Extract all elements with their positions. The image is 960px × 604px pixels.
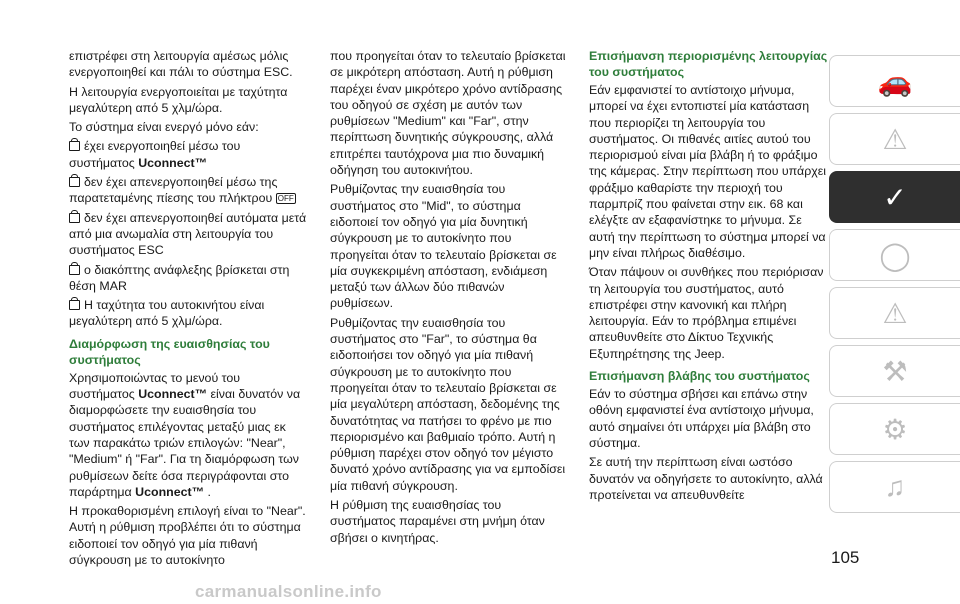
paragraph: Η λειτουργία ενεργοποιείται με ταχύτητα μεγαλύτερη από 5 χλμ/ώρα. bbox=[69, 84, 288, 115]
paragraph: Εάν το σύστημα σβήσει και επάνω στην οθόνη εμφανιστεί ένα αντίστοιχο μήνυμα, αυτό σημαίνει ότι υπάρχει μία βλάβη στο σύστημα. bbox=[589, 387, 814, 450]
tab-warning-lights[interactable] bbox=[829, 113, 960, 165]
bullet-icon bbox=[69, 300, 80, 310]
specs-icon: ⚙ bbox=[882, 413, 908, 445]
media-icon: ♫ bbox=[884, 471, 906, 502]
section-heading: Επισήμανση βλάβης του συστήματος bbox=[589, 369, 810, 384]
paragraph: Εάν εμφανιστεί το αντίστοιχο μήνυμα, μπορεί να έχει εντοπιστεί μία κατάσταση που περιορίζει τη λειτουργία του συστήματος. Οι πιθανές αιτίες αυτού του περιορισμού είναι μία βλάβη ή το φράξιμο της κάμερας. Στην περίπτωση που υπάρχει φράξιμο καθαρίστε την περιοχή του παρμπρίζ που φαίνεται στην εικ. 68 και ελέγξτε αν εξαφανίστηκε το μήνυμα. Σε αυτή την περίπτωση το σύστημα μπορεί να μην είναι πλήρως διαθέσιμο. bbox=[589, 83, 827, 260]
car-info-icon: 🚗 bbox=[877, 65, 913, 97]
bullet-icon bbox=[69, 177, 80, 187]
wrench-icon: ⚒ bbox=[882, 355, 908, 387]
tab-specs[interactable] bbox=[829, 403, 960, 455]
paragraph: Η προκαθορισμένη επιλογή είναι το "Near". Αυτή η ρύθμιση προβλέπει ότι το σύστημα ειδοποιεί τον οδηγό για μία πιθανή σύγκρουση με το αυτοκίνητο bbox=[69, 504, 306, 568]
paragraph: Το σύστημα είναι ενεργό μόνο εάν: bbox=[69, 120, 259, 135]
parking-off-icon: OFF bbox=[277, 194, 294, 204]
bullet-item: Η ταχύτητα του αυτοκινήτου είναι μεγαλύτερη από 5 χλμ/ώρα. bbox=[69, 298, 265, 329]
paragraph: Όταν πάψουν οι συνθήκες που περιόρισαν τη λειτουργία του συστήματος, αυτό επιστρέφει στην κανονική και πλήρη λειτουργία. Εάν το πρόβλημα επιμένει απευθυνθείτε στο Δίκτυο Τεχνικής Εξυπηρέτησης της Jeep. bbox=[589, 265, 824, 361]
tab-driving[interactable] bbox=[829, 229, 960, 281]
paragraph: επιστρέφει στη λειτουργία αμέσως μόλις ενεργοποιηθεί και πάλι το σύστημα ESC. bbox=[69, 49, 293, 80]
safety-icon: ✓ bbox=[883, 181, 907, 213]
steering-wheel-icon: ◯ bbox=[879, 239, 911, 271]
section-heading: Επισήμανση περιορισμένης λειτουργίας του συστήματος bbox=[589, 49, 828, 79]
page-number: 105 bbox=[831, 548, 860, 567]
tab-emergency[interactable] bbox=[829, 287, 960, 339]
text-column-2 bbox=[330, 48, 570, 549]
watermark: carmanualsonline.info bbox=[195, 582, 382, 601]
bullet-item: ο διακόπτης ανάφλεξης βρίσκεται στη θέση MAR bbox=[69, 262, 290, 293]
bullet-item: δεν έχει απενεργοποιηθεί μέσω της παρατεταμένης πίεσης του πλήκτρου OFF bbox=[69, 175, 294, 206]
paragraph: Ρυθμίζοντας την ευαισθησία του συστήματος στο "Far", το σύστημα θα ειδοποιήσει τον οδηγό για μία πιθανή σύγκρουση με το αυτοκίνητο που προηγείται όταν το τελευταίο βρίσκεται σε μία μεγαλύτερη απόσταση, δεδομένης της δυνατότητας να πατήσει το φρένο με πιο περιορισμένο και βαθμιαίο τρόπο. Αυτή η ρύθμιση παρέχει στον οδηγό τον μέγιστο δυνατό χρόνο αντίδρασης για να εμποδίσει μία πιθανή σύγκρουση. bbox=[330, 315, 566, 493]
chapter-tabs bbox=[829, 55, 960, 519]
tab-car-info[interactable] bbox=[829, 55, 960, 107]
text-column-1 bbox=[69, 48, 309, 571]
warning-light-icon: ⚠ bbox=[882, 123, 908, 155]
text-column-3 bbox=[589, 48, 829, 506]
paragraph: Ρυθμίζοντας την ευαισθησία του συστήματος στο "Mid", το σύστημα ειδοποιεί τον οδηγό για μία δυνητική σύγκρουση με το αυτοκίνητο που προηγείται όταν το τελευταίο βρίσκεται σε μία συγκεκριμένη απόσταση, ενδιάμεση μεταξύ των άλλων δύο πιθανών ρυθμίσεων. bbox=[330, 182, 557, 311]
emergency-icon: ⚠ bbox=[882, 297, 908, 329]
paragraph: που προηγείται όταν το τελευταίο βρίσκεται σε μικρότερη απόσταση. Αυτή η ρύθμιση παρέχει έναν μικρότερο χρόνο αντίδρασης του οδηγού σε σχέση με αυτόν των ρυθμίσεων "Medium" και "Far", στην περίπτωση δυνητικής σύγκρουσης, αλλά επιτρέπει ταυτόχρονα μια πιο δυναμική οδήγηση του αυτοκινήτου. bbox=[330, 49, 566, 178]
paragraph: Η ρύθμιση της ευαισθησίας του συστήματος παραμένει στη μνήμη όταν σβήσει ο κινητήρας. bbox=[330, 498, 545, 545]
paragraph: Σε αυτή την περίπτωση είναι ωστόσο δυνατόν να οδηγήσετε το αυτοκίνητο, αλλά προτείνεται να απευθυνθείτε bbox=[589, 455, 823, 502]
bullet-item: δεν έχει απενεργοποιηθεί αυτόματα μετά από μια ανωμαλία στη λειτουργία του συστήματος ESC bbox=[69, 210, 307, 258]
bullet-icon bbox=[69, 265, 80, 275]
section-heading: Διαμόρφωση της ευαισθησίας του συστήματος bbox=[69, 336, 270, 367]
bullet-icon bbox=[69, 141, 80, 151]
bullet-item: έχει ενεργοποιηθεί μέσω του συστήματος Uconnect™ bbox=[69, 139, 241, 170]
tab-safety[interactable] bbox=[829, 171, 960, 223]
paragraph: Χρησιμοποιώντας το μενού του συστήματος Uconnect™ είναι δυνατόν να διαμορφώσετε την ευαισθησία του συστήματος επιλέγοντας μεταξύ μιας εκ των παρακάτω τριών επιλογών: "Near", "Medium" ή "Far". Για τη διαμόρφωση των ρυθμίσεων δείτε όσα περιγράφονται στο παράρτημα Uconnect™ . bbox=[69, 370, 301, 499]
bullet-icon bbox=[69, 213, 80, 223]
tab-maintenance[interactable] bbox=[829, 345, 960, 397]
tab-media[interactable] bbox=[829, 461, 960, 513]
